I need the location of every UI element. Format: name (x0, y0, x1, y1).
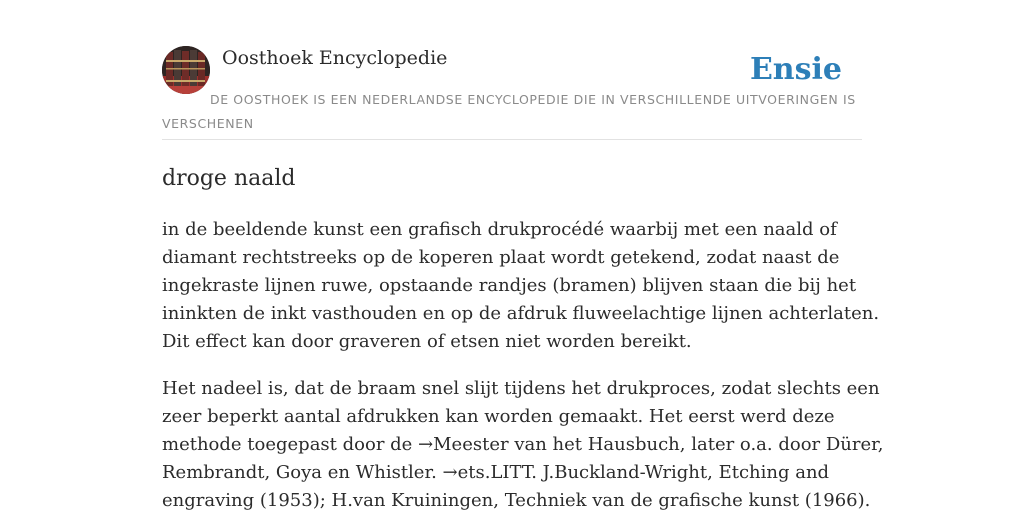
article-title: droge naald (162, 166, 296, 191)
paragraph-line: ininkten de inkt vasthouden en op de afdruk fluweelachtige lijnen achterlaten. (162, 303, 880, 324)
content-container (162, 46, 884, 512)
paragraph-line: Dit effect kan door graveren of etsen niet worden bereikt. (162, 331, 692, 352)
paragraph-line: Het nadeel is, dat de braam snel slijt tijdens het drukproces, zodat slechts een (162, 378, 880, 399)
encyclopedia-books-icon[interactable] (162, 46, 210, 94)
article-paragraph-2 (162, 375, 884, 512)
paragraph-line (162, 459, 862, 487)
link-meester-van-het-hausbuch[interactable]: →Meester van het Hausbuch (418, 434, 680, 455)
paragraph-line: zeer beperkt aantal afdrukken kan worden gemaakt. Het eerst werd deze (162, 406, 835, 427)
paragraph-line: in de beeldende kunst een grafisch drukprocédé waarbij met een naald of (162, 219, 837, 240)
avatar-image (162, 46, 210, 94)
paragraph-text: , later o.a. door Dürer, (679, 434, 884, 455)
paragraph-text: methode toegepast door de (162, 434, 419, 455)
paragraph-line: engraving (1953); H.van Kruiningen, Techniek van de grafische kunst (1966). (162, 490, 871, 511)
article (162, 164, 884, 512)
brand-logo[interactable]: Ensie (749, 52, 842, 87)
paragraph-text: Rembrandt, Goya en Whistler. (162, 462, 443, 483)
site-header (162, 46, 862, 140)
article-paragraph-1 (162, 216, 880, 356)
paragraph-line (162, 431, 884, 459)
site-title[interactable]: Oosthoek Encyclopedie (222, 47, 448, 69)
link-ets[interactable]: →ets (442, 462, 485, 483)
paragraph-text: .LITT. J.Buckland-Wright, Etching and (484, 462, 830, 483)
paragraph-line: diamant rechtstreeks op de koperen plaat wordt getekend, zodat naast de (162, 247, 840, 268)
site-tagline: DE OOSTHOEK IS EEN NEDERLANDSE ENCYCLOPEDIE DIE IN VERSCHILLENDE UITVOERINGEN IS VERSCHENEN (162, 92, 856, 131)
paragraph-line: ingekraste lijnen ruwe, opstaande randjes (bramen) blijven staan die bij het (162, 275, 857, 296)
